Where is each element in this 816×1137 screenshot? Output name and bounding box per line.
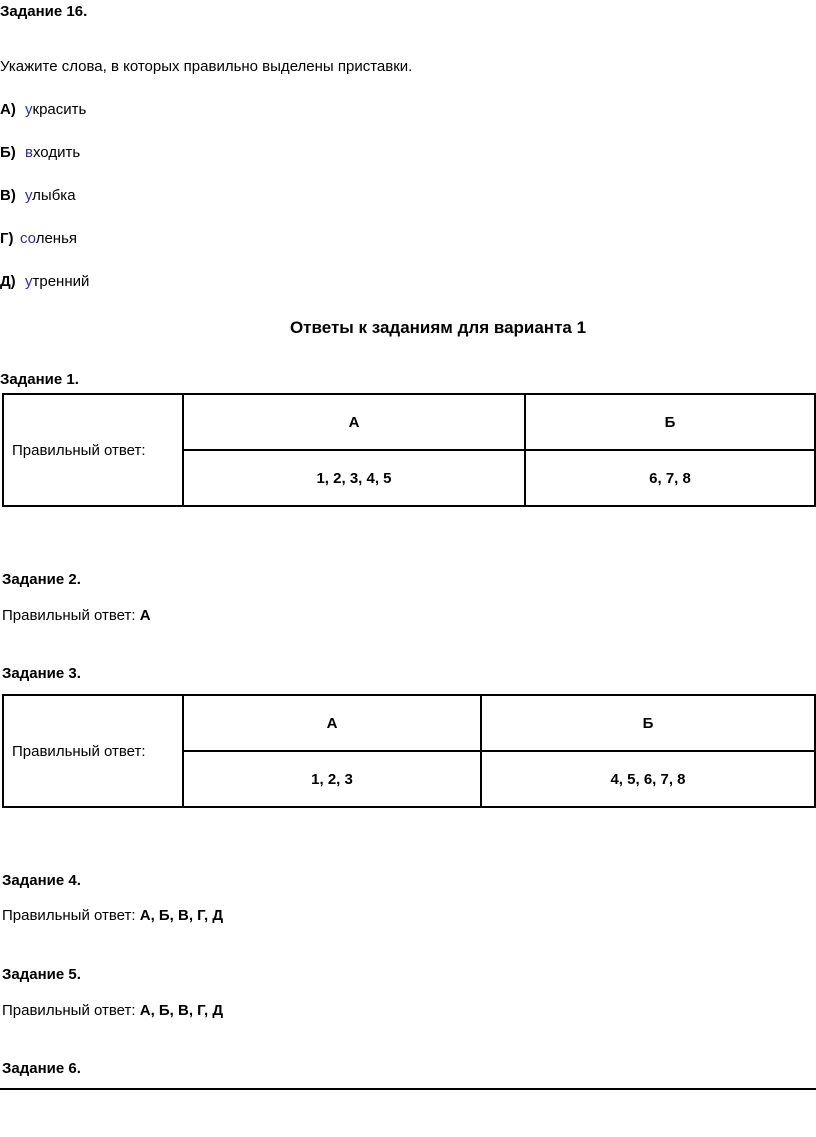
task3-title: Задание 3. [2, 665, 81, 682]
task16-title: Задание 16. [0, 3, 88, 20]
option-prefix: у [25, 187, 33, 204]
task1-col-a: А [183, 394, 525, 450]
task2-title: Задание 2. [2, 571, 81, 588]
task3-row-label: Правильный ответ: [3, 695, 183, 807]
option-prefix: у [25, 273, 33, 290]
task1-title: Задание 1. [0, 371, 79, 388]
answer-value: А, Б, В, Г, Д [139, 1002, 224, 1019]
option-prefix: у [25, 101, 33, 118]
task3-answer-table [2, 694, 816, 808]
answer-value: А [139, 607, 151, 624]
task6-title: Задание 6. [2, 1060, 81, 1077]
task1-val-a: 1, 2, 3, 4, 5 [183, 450, 525, 506]
task4-title: Задание 4. [2, 872, 81, 889]
option-label: А) [0, 101, 16, 118]
task1-col-b: Б [525, 394, 815, 450]
option-a [0, 101, 86, 118]
option-label: Г) [0, 230, 14, 247]
option-b [0, 144, 80, 161]
task3-val-a: 1, 2, 3 [183, 751, 481, 807]
option-rest: красить [32, 101, 87, 118]
option-rest: ленья [35, 230, 78, 247]
option-prefix: в [25, 144, 33, 161]
task16-instruction: Укажите слова, в которых правильно выделены приставки. [0, 58, 413, 75]
task4-answer-line [2, 907, 223, 924]
answer-label: Правильный ответ: [2, 607, 140, 624]
option-rest: ходить [32, 144, 81, 161]
task5-title: Задание 5. [2, 966, 81, 983]
answers-heading: Ответы к заданиям для варианта 1 [289, 318, 587, 337]
task1-val-b: 6, 7, 8 [525, 450, 815, 506]
answer-label: Правильный ответ: [2, 907, 140, 924]
task5-answer-line [2, 1002, 223, 1019]
option-v [0, 187, 76, 204]
option-label: В) [0, 187, 16, 204]
section-divider [0, 1088, 816, 1090]
answer-value: А, Б, В, Г, Д [139, 907, 224, 924]
task3-col-a: А [183, 695, 481, 751]
option-label: Б) [0, 144, 16, 161]
task3-col-b: Б [481, 695, 815, 751]
task1-answer-table [2, 393, 816, 507]
option-rest: тренний [32, 273, 90, 290]
task2-answer-line [2, 607, 151, 624]
option-rest: лыбка [32, 187, 76, 204]
task1-row-label: Правильный ответ: [3, 394, 183, 506]
task3-val-b: 4, 5, 6, 7, 8 [481, 751, 815, 807]
option-d [0, 273, 89, 290]
option-label: Д) [0, 273, 16, 290]
answer-label: Правильный ответ: [2, 1002, 140, 1019]
option-prefix: со [20, 230, 36, 247]
option-g [0, 230, 77, 247]
